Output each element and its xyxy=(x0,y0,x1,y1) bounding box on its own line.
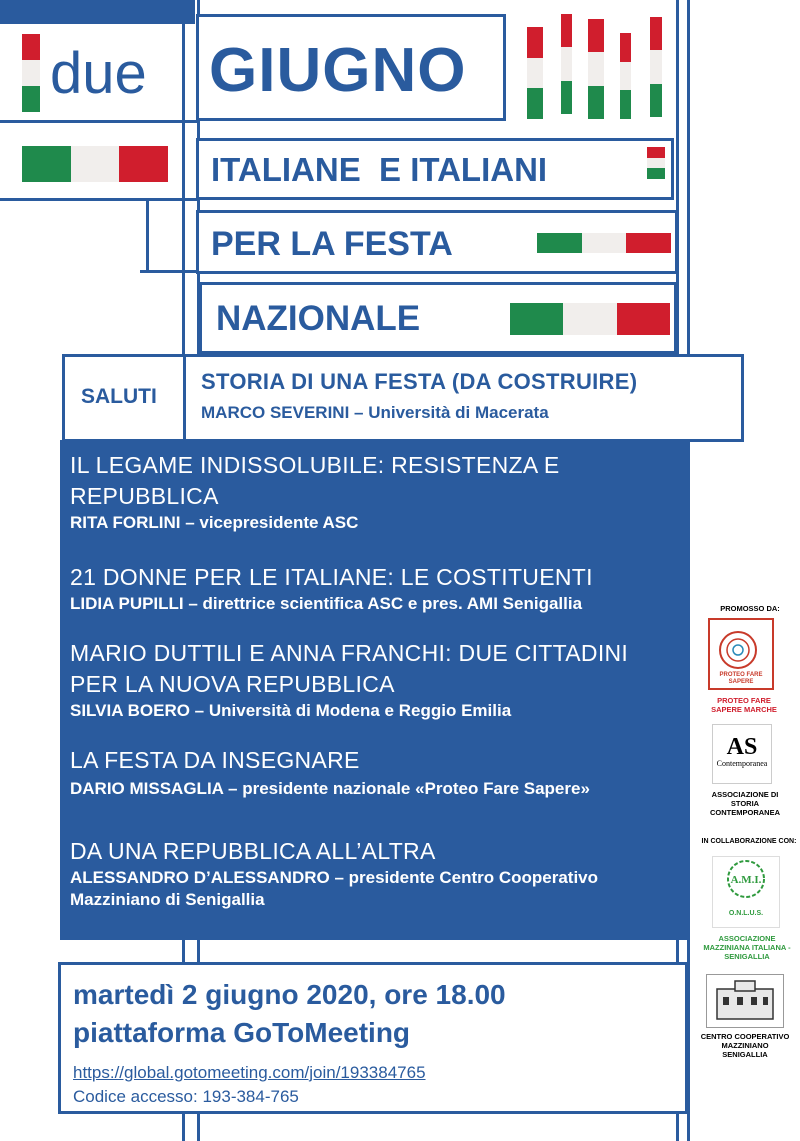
ami-wreath-icon xyxy=(714,857,778,905)
proteo-logo-text: PROTEO FARE SAPERE xyxy=(719,672,763,685)
asc-logo-main: AS xyxy=(726,734,758,760)
asc-caption: ASSOCIAZIONE DI STORIA CONTEMPORANEA xyxy=(709,790,780,817)
access-code: Codice accesso: 193-384-765 xyxy=(73,1087,299,1106)
saluti-label: SALUTI xyxy=(81,385,157,408)
talk-item xyxy=(70,562,685,615)
frame-line xyxy=(146,200,149,272)
flag-bar-icon xyxy=(561,14,572,114)
giugno-title: GIUGNO xyxy=(209,36,467,105)
saluti-speaker: MARCO SEVERINI – Università di Macerata xyxy=(201,403,549,422)
asc-logo xyxy=(712,724,772,784)
flag-horizontal-icon xyxy=(537,233,671,253)
due-word: due xyxy=(50,41,147,106)
talk-speaker: ALESSANDRO D’ALESSANDRO – presidente Centro Cooperativo Mazziniano di Senigallia xyxy=(70,868,599,909)
giugno-box xyxy=(196,14,506,121)
ami-logo-sub: O.N.L.U.S. xyxy=(728,910,764,917)
flag-bar-icon xyxy=(588,19,604,119)
talk-title: MARIO DUTTILI E ANNA FRANCHI: DUE CITTADINI PER LA NUOVA REPUBBLICA xyxy=(70,640,629,697)
talk-speaker: LIDIA PUPILLI – direttrice scientifica ASC e pres. AMI Senigallia xyxy=(70,594,583,613)
meeting-link[interactable]: https://global.gotomeeting.com/join/193384765 xyxy=(73,1063,426,1082)
saluti-title: STORIA DI UNA FESTA (DA COSTRUIRE) xyxy=(201,369,638,394)
title-line-box xyxy=(196,138,674,200)
event-date: martedì 2 giugno 2020, ore 18.00 xyxy=(73,979,506,1010)
talk-speaker: RITA FORLINI – vicepresidente ASC xyxy=(70,513,359,532)
ccm-building-icon xyxy=(706,974,784,1028)
promoted-by-label: PROMOSSO DA: xyxy=(720,604,780,613)
title-line-box xyxy=(199,282,677,354)
flag-small-icon xyxy=(647,147,665,179)
flag-bar-icon xyxy=(650,17,662,117)
talk-speaker: SILVIA BOERO – Università di Modena e Reggio Emilia xyxy=(70,701,512,720)
talk-item xyxy=(70,836,685,911)
title-line-2: PER LA FESTA xyxy=(211,225,453,263)
program-panel xyxy=(60,440,690,940)
ami-logo-text: A.M.I. xyxy=(730,874,762,886)
talk-item xyxy=(70,745,685,800)
flag-horizontal-icon xyxy=(510,303,670,335)
ami-logo xyxy=(712,856,780,928)
frame-line xyxy=(140,270,200,273)
flag-horizontal-icon xyxy=(22,146,168,182)
top-left-blue-bar xyxy=(0,0,195,24)
ccm-caption: CENTRO COOPERATIVO MAZZINIANO SENIGALLIA xyxy=(700,1032,790,1059)
frame-line xyxy=(0,198,200,201)
title-line-1: ITALIANE E ITALIANI xyxy=(211,151,548,188)
proteo-logo xyxy=(708,618,774,690)
talk-item xyxy=(70,450,670,534)
talk-title: LA FESTA DA INSEGNARE xyxy=(70,747,360,773)
title-line-box xyxy=(196,210,678,274)
flag-vertical-icon xyxy=(22,34,40,112)
event-platform: piattaforma GoToMeeting xyxy=(73,1017,411,1048)
talk-title: 21 DONNE PER LE ITALIANE: LE COSTITUENTI xyxy=(70,564,593,590)
frame-line xyxy=(0,120,200,123)
flag-bar-icon xyxy=(620,33,631,119)
talk-speaker: DARIO MISSAGLIA – presidente nazionale «Proteo Fare Sapere» xyxy=(70,779,590,798)
ami-caption: ASSOCIAZIONE MAZZINIANA ITALIANA - SENIGALLIA xyxy=(703,934,791,961)
collab-label: IN COLLABORAZIONE CON: xyxy=(701,838,797,845)
flag-bar-icon xyxy=(527,27,543,119)
talk-item xyxy=(70,638,630,722)
talk-title: IL LEGAME INDISSOLUBILE: RESISTENZA E REPUBBLICA xyxy=(70,452,560,509)
title-line-3: NAZIONALE xyxy=(216,299,421,338)
saluti-box xyxy=(62,354,744,442)
proteo-caption: PROTEO FARE SAPERE MARCHE xyxy=(711,696,777,714)
talk-title: DA UNA REPUBBLICA ALL’ALTRA xyxy=(70,838,436,864)
event-box xyxy=(58,962,688,1114)
asc-logo-sub: Contemporanea xyxy=(716,759,768,768)
building-icon xyxy=(707,975,783,1027)
saluti-divider xyxy=(183,357,186,439)
